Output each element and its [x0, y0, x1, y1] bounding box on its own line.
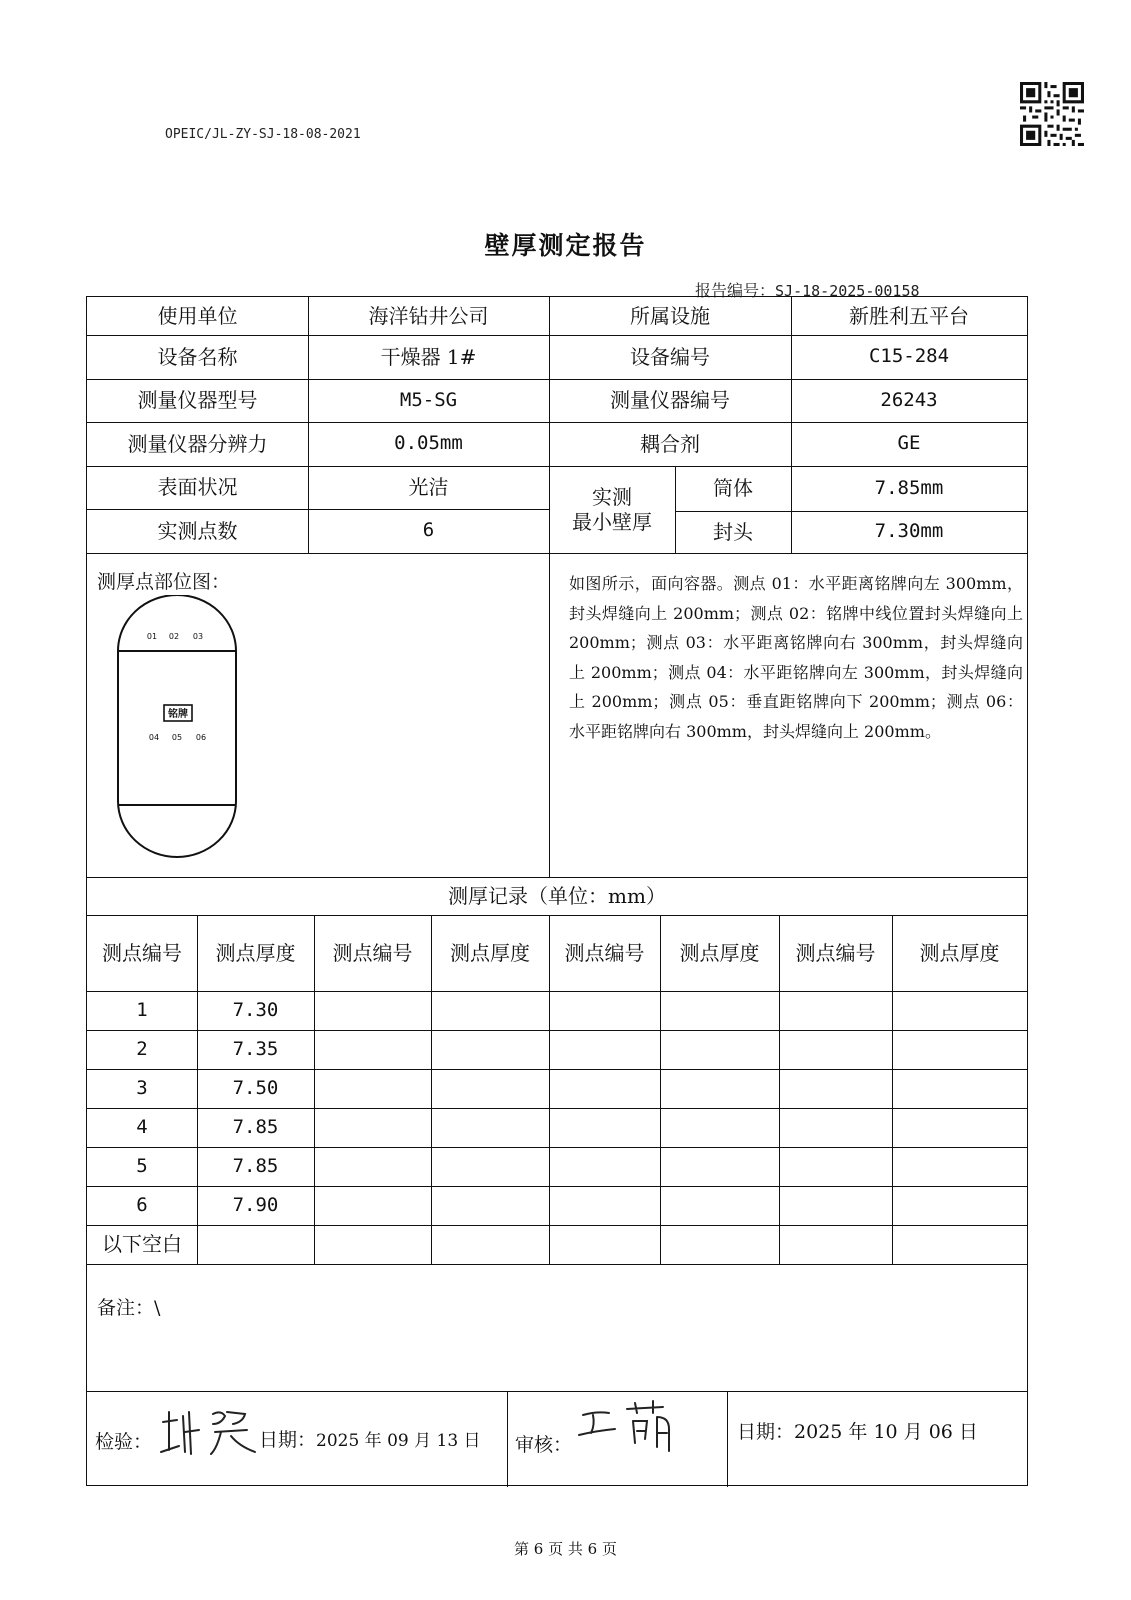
col-header-thickness: 测点厚度: [679, 940, 760, 965]
report-number-value: SJ-18-2025-00158: [775, 282, 920, 300]
record-point-no: 2: [136, 1037, 148, 1060]
col-header-point-no: 测点编号: [332, 940, 413, 965]
user-unit-value: 海洋钻井公司: [368, 303, 489, 328]
col-header-point-no: 测点编号: [102, 940, 182, 965]
record-point-no: 1: [136, 998, 148, 1021]
inspection-date-label: 日期：: [259, 1429, 317, 1451]
min-wall-label: [549, 466, 675, 553]
resolution-value: 0.05mm: [394, 432, 463, 455]
equipment-name-label: 设备名称: [157, 344, 238, 369]
point-06: 06: [195, 733, 207, 742]
vessel-diagram: [112, 595, 242, 861]
min-wall-label-line2: 最小壁厚: [572, 509, 652, 534]
document-code: OPEIC/JL-ZY-SJ-18-08-2021: [165, 127, 361, 142]
point-04: 04: [148, 733, 160, 742]
point-01: 01: [146, 632, 158, 641]
instrument-no-label: 测量仪器编号: [610, 388, 730, 412]
inspection-label: 检验：: [95, 1431, 153, 1453]
user-unit-label: 使用单位: [157, 303, 238, 328]
col-header-thickness: 测点厚度: [215, 940, 296, 965]
blank-below-note: 以下空白: [102, 1232, 182, 1256]
report-form: [86, 296, 1028, 1486]
facility-label: 所属设施: [630, 303, 710, 328]
surface-value: 光洁: [408, 475, 449, 499]
record-thickness: 7.35: [232, 1037, 279, 1060]
record-thickness: 7.50: [232, 1076, 279, 1099]
record-thickness: 7.30: [232, 998, 279, 1021]
shell-label: 筒体: [713, 476, 753, 500]
reviewer-signature: [573, 1399, 693, 1457]
record-point-no: 5: [136, 1154, 148, 1177]
instrument-model-value: M5-SG: [399, 388, 458, 411]
min-wall-label-line1: 实测: [592, 484, 632, 509]
inspection-date-value: 2025 年 09 月 13 日: [316, 1431, 481, 1451]
report-number-label: 报告编号：: [695, 281, 776, 300]
points-label: 实测点数: [157, 518, 238, 543]
record-point-no: 6: [136, 1193, 148, 1216]
surface-label: 表面状况: [157, 475, 238, 499]
page-footer: 第 6 页 共 6 页: [514, 1540, 617, 1558]
record-thickness: 7.85: [232, 1154, 279, 1177]
review-date-value: 2025 年 10 月 06 日: [794, 1421, 978, 1443]
nameplate-label: 铭牌: [168, 709, 188, 720]
instrument-model-label: 测量仪器型号: [137, 388, 258, 412]
review-label: 审核：: [515, 1434, 573, 1456]
review-date: [737, 1417, 978, 1444]
review-date-label: 日期：: [737, 1421, 795, 1443]
col-header-thickness: 测点厚度: [450, 940, 530, 965]
qr-code-icon: [1020, 82, 1084, 146]
head-value: 7.30mm: [874, 520, 944, 543]
equipment-no-label: 设备编号: [630, 344, 710, 369]
point-05: 05: [171, 733, 183, 742]
record-thickness: 7.85: [232, 1115, 279, 1138]
couplant-label: 耦合剂: [640, 431, 700, 456]
point-02: 02: [168, 632, 180, 641]
record-point-no: 4: [136, 1115, 148, 1138]
couplant-value: GE: [897, 432, 921, 455]
equipment-no-value: C15-284: [868, 345, 950, 368]
point-03: 03: [192, 632, 204, 641]
col-header-point-no: 测点编号: [564, 940, 645, 965]
inspector-signature: [155, 1402, 265, 1462]
record-thickness: 7.90: [232, 1193, 279, 1216]
shell-value: 7.85mm: [874, 476, 944, 499]
points-value: 6: [422, 519, 435, 542]
col-header-point-no: 测点编号: [795, 940, 876, 965]
col-header-thickness: 测点厚度: [919, 940, 1000, 965]
measurement-point-description: 如图所示，面向容器。测点 01：水平距离铭牌向左 300mm，封头焊缝向上 200mm；测点 02：铭牌中线位置封头焊缝向上 200mm；测点 03：水平距离铭牌向右 300mm，封头焊缝向上 200mm；测点 04：水平距铭牌向左 300mm，封头焊缝向上 200mm；测点 05：垂直距铭牌向下 200mm；测点 06：水平距铭牌向右 300mm，封头焊缝向上 200mm。: [569, 574, 1023, 741]
head-label: 封头: [713, 519, 753, 544]
records-title: 测厚记录（单位：mm）: [448, 883, 666, 908]
equipment-name-value: 干燥器 1#: [380, 344, 477, 369]
resolution-label: 测量仪器分辨力: [127, 431, 268, 456]
instrument-no-value: 26243: [880, 388, 938, 411]
page-title: 壁厚测定报告: [484, 231, 647, 260]
diagram-label: 测厚点部位图：: [97, 571, 231, 593]
facility-value: 新胜利五平台: [849, 303, 969, 328]
remarks: 备注：\: [97, 1297, 161, 1319]
record-point-no: 3: [136, 1076, 148, 1099]
inspection-date: [259, 1425, 481, 1452]
